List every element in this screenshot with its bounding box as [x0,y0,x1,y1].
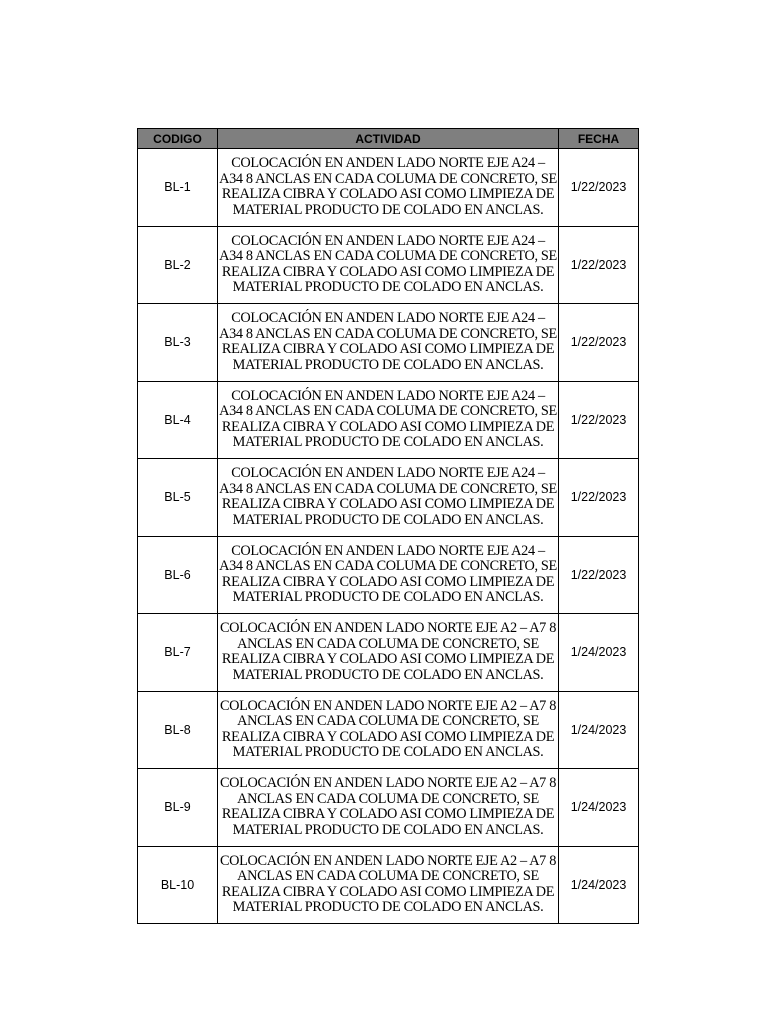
table-row [138,459,639,537]
table-row [138,226,639,304]
activity-cell: COLOCACIÓN EN ANDEN LADO NORTE EJE A2 – A7 8 ANCLAS EN CADA COLUMA DE CONCRETO, SE REALIZA CIBRA Y COLADO ASI COMO LIMPIEZA DE MATERIAL PRODUCTO DE COLADO EN ANCLAS. [218,846,559,924]
table-row [138,846,639,924]
table-row [138,614,639,692]
activity-cell: COLOCACIÓN EN ANDEN LADO NORTE EJE A24 – A34 8 ANCLAS EN CADA COLUMA DE CONCRETO, SE REALIZA CIBRA Y COLADO ASI COMO LIMPIEZA DE MATERIAL PRODUCTO DE COLADO EN ANCLAS. [218,536,559,614]
table-row [138,304,639,382]
date-cell: 1/22/2023 [559,149,639,227]
code-cell: BL-2 [138,226,218,304]
column-header-code: CODIGO [138,129,218,149]
date-cell: 1/22/2023 [559,304,639,382]
table-row [138,149,639,227]
code-cell: BL-3 [138,304,218,382]
activity-cell: COLOCACIÓN EN ANDEN LADO NORTE EJE A24 – A34 8 ANCLAS EN CADA COLUMA DE CONCRETO, SE REALIZA CIBRA Y COLADO ASI COMO LIMPIEZA DE MATERIAL PRODUCTO DE COLADO EN ANCLAS. [218,226,559,304]
table-row [138,769,639,847]
date-cell: 1/24/2023 [559,614,639,692]
activity-cell: COLOCACIÓN EN ANDEN LADO NORTE EJE A2 – A7 8 ANCLAS EN CADA COLUMA DE CONCRETO, SE REALIZA CIBRA Y COLADO ASI COMO LIMPIEZA DE MATERIAL PRODUCTO DE COLADO EN ANCLAS. [218,769,559,847]
code-cell: BL-10 [138,846,218,924]
code-cell: BL-9 [138,769,218,847]
code-cell: BL-5 [138,459,218,537]
table-row [138,536,639,614]
activity-cell: COLOCACIÓN EN ANDEN LADO NORTE EJE A24 – A34 8 ANCLAS EN CADA COLUMA DE CONCRETO, SE REALIZA CIBRA Y COLADO ASI COMO LIMPIEZA DE MATERIAL PRODUCTO DE COLADO EN ANCLAS. [218,149,559,227]
table-body [138,149,639,924]
code-cell: BL-6 [138,536,218,614]
activity-cell: COLOCACIÓN EN ANDEN LADO NORTE EJE A2 – A7 8 ANCLAS EN CADA COLUMA DE CONCRETO, SE REALIZA CIBRA Y COLADO ASI COMO LIMPIEZA DE MATERIAL PRODUCTO DE COLADO EN ANCLAS. [218,691,559,769]
header-row [138,129,639,149]
date-cell: 1/24/2023 [559,769,639,847]
activity-cell: COLOCACIÓN EN ANDEN LADO NORTE EJE A2 – A7 8 ANCLAS EN CADA COLUMA DE CONCRETO, SE REALIZA CIBRA Y COLADO ASI COMO LIMPIEZA DE MATERIAL PRODUCTO DE COLADO EN ANCLAS. [218,614,559,692]
date-cell: 1/24/2023 [559,846,639,924]
table-header [138,129,639,149]
date-cell: 1/24/2023 [559,691,639,769]
activity-cell: COLOCACIÓN EN ANDEN LADO NORTE EJE A24 – A34 8 ANCLAS EN CADA COLUMA DE CONCRETO, SE REALIZA CIBRA Y COLADO ASI COMO LIMPIEZA DE MATERIAL PRODUCTO DE COLADO EN ANCLAS. [218,381,559,459]
date-cell: 1/22/2023 [559,381,639,459]
column-header-date: FECHA [559,129,639,149]
table-row [138,691,639,769]
code-cell: BL-4 [138,381,218,459]
code-cell: BL-8 [138,691,218,769]
column-header-activity: ACTIVIDAD [218,129,559,149]
activity-table [137,128,639,924]
code-cell: BL-1 [138,149,218,227]
date-cell: 1/22/2023 [559,226,639,304]
table-row [138,381,639,459]
date-cell: 1/22/2023 [559,536,639,614]
code-cell: BL-7 [138,614,218,692]
activity-cell: COLOCACIÓN EN ANDEN LADO NORTE EJE A24 – A34 8 ANCLAS EN CADA COLUMA DE CONCRETO, SE REALIZA CIBRA Y COLADO ASI COMO LIMPIEZA DE MATERIAL PRODUCTO DE COLADO EN ANCLAS. [218,304,559,382]
date-cell: 1/22/2023 [559,459,639,537]
activity-cell: COLOCACIÓN EN ANDEN LADO NORTE EJE A24 – A34 8 ANCLAS EN CADA COLUMA DE CONCRETO, SE REALIZA CIBRA Y COLADO ASI COMO LIMPIEZA DE MATERIAL PRODUCTO DE COLADO EN ANCLAS. [218,459,559,537]
